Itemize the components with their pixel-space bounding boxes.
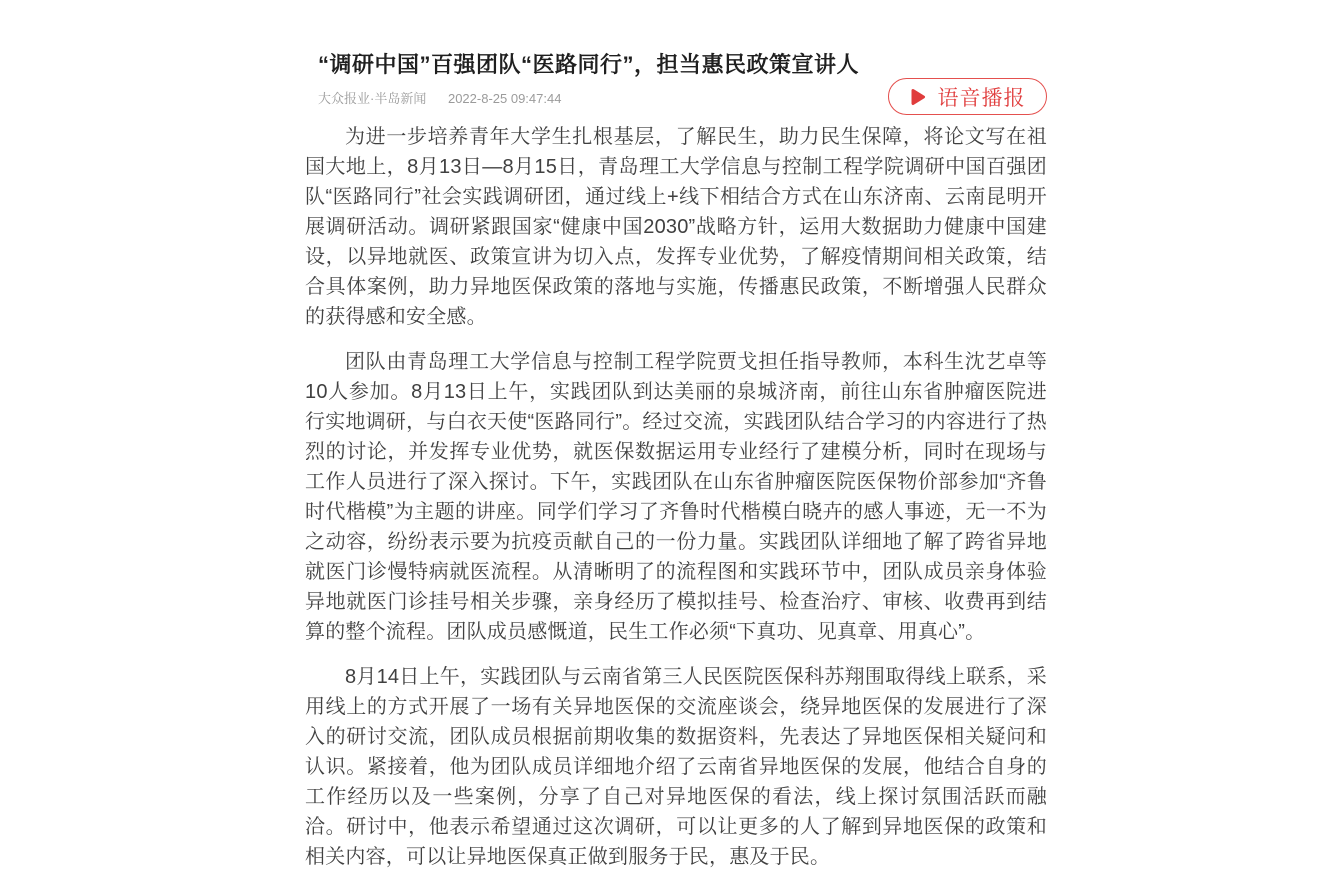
voice-broadcast-button[interactable] — [888, 78, 1047, 115]
paragraph-3: 8月14日上午，实践团队与云南省第三人民医院医保科苏翔围取得线上联系，采用线上的方式开展了一场有关异地医保的交流座谈会，绕异地医保的发展进行了深入的研讨交流，团队成员根据前期收集的数据资料，先表达了异地医保相关疑问和认识。紧接着，他为团队成员详细地介绍了云南省异地医保的发展，他结合自身的工作经历以及一些案例，分享了自己对异地医保的看法，线上探讨氛围活跃而融洽。研讨中，他表示希望通过这次调研，可以让更多的人了解到异地医保的政策和相关内容，可以让异地医保真正做到服务于民，惠及于民。 — [305, 666, 1047, 868]
article-timestamp: 2022-8-25 09:47:44 — [447, 91, 562, 106]
play-icon — [910, 88, 926, 106]
article-header — [305, 50, 1047, 110]
page-title: “调研中国”百强团队“医路同行”，担当惠民政策宣讲人 — [318, 52, 860, 77]
paragraph-1: 为进一步培养青年大学生扎根基层，了解民生，助力民生保障，将论文写在祖国大地上，8月13日—8月15日，青岛理工大学信息与控制工程学院调研中国百强团队“医路同行”社会实践调研团，通过线上+线下相结合方式在山东济南、云南昆明开展调研活动。调研紧跟国家“健康中国2030”战略方针，运用大数据助力健康中国建设，以异地就医、政策宣讲为切入点，发挥专业优势，了解疫情期间相关政策，结合具体案例，助力异地医保政策的落地与实施，传播惠民政策，不断增强人民群众的获得感和安全感。 — [305, 126, 1047, 328]
article — [305, 0, 1047, 872]
article-body — [305, 122, 1047, 872]
paragraph-2: 团队由青岛理工大学信息与控制工程学院贾戈担任指导教师，本科生沈艺卓等10人参加。8月13日上午，实践团队到达美丽的泉城济南，前往山东省肿瘤医院进行实地调研，与白衣天使“医路同行”。经过交流，实践团队结合学习的内容进行了热烈的讨论，并发挥专业优势，就医保数据运用专业经行了建模分析，同时在现场与工作人员进行了深入探讨。下午，实践团队在山东省肿瘤医院医保物价部参加“齐鲁时代楷模”为主题的讲座。同学们学习了齐鲁时代楷模白晓卉的感人事迹，无一不为之动容，纷纷表示要为抗疫贡献自己的一份力量。实践团队详细地了解了跨省异地就医门诊慢特病就医流程。从清晰明了的流程图和实践环节中，团队成员亲身体验异地就医门诊挂号相关步骤，亲身经历了模拟挂号、检查治疗、审核、收费再到结算的整个流程。团队成员感慨道，民生工作必须“下真功、见真章、用真心”。 — [305, 351, 1047, 643]
voice-broadcast-label: 语音播报 — [937, 86, 1026, 110]
article-source: 大众报业·半岛新闻 — [318, 91, 427, 106]
